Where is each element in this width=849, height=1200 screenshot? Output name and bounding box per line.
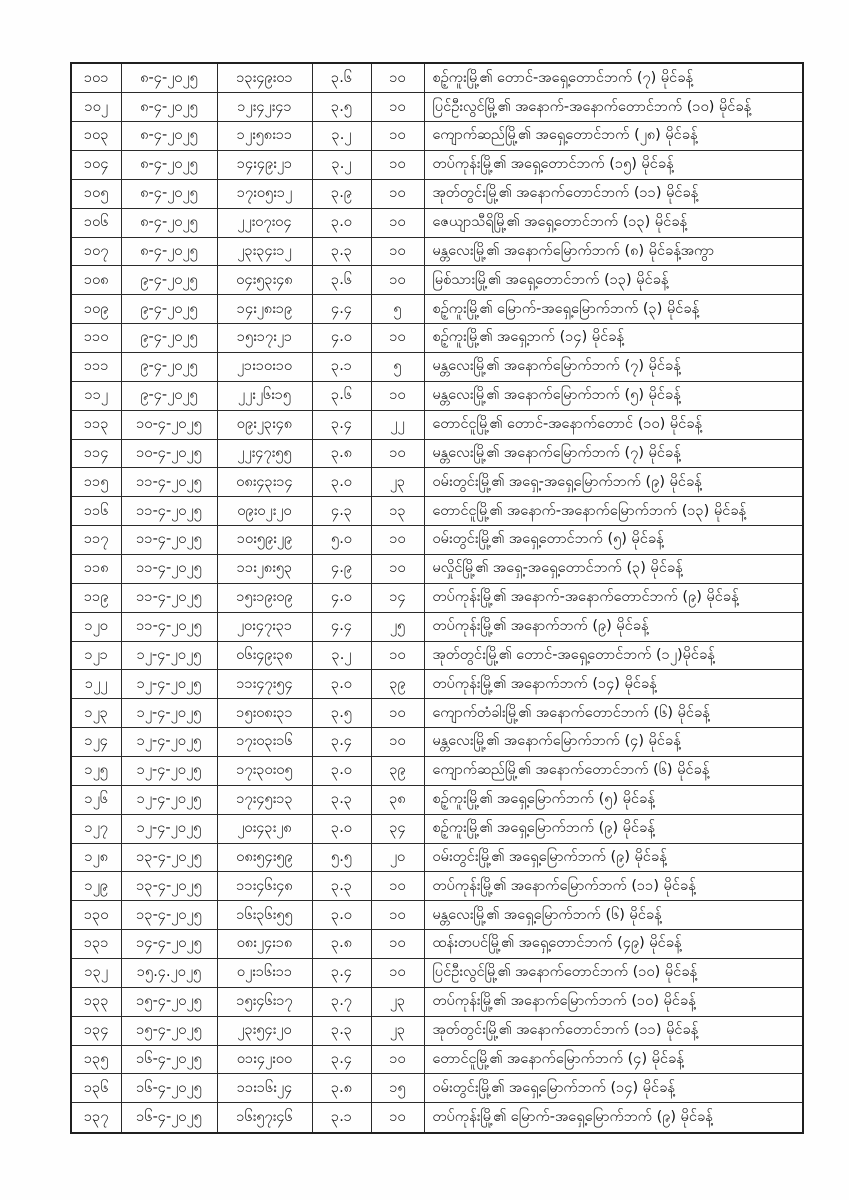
- cell-time: ၁၇း၄၅း၁၃: [217, 785, 312, 814]
- table-row: [71, 1103, 803, 1133]
- cell-magnitude: ၃.၄: [312, 728, 371, 757]
- cell-depth: ၁၀: [371, 699, 424, 728]
- table-row: [71, 410, 803, 439]
- cell-no: ၁၂၈: [71, 843, 121, 872]
- cell-location: မန္တလေးမြို့၏ အနောက်မြောက်ဘက် (၇) မိုင်ခန့်: [424, 352, 803, 381]
- cell-depth: ၁၀: [371, 324, 424, 353]
- cell-depth: ၁၄: [371, 583, 424, 612]
- cell-date: ၈-၄-၂၀၂၅: [121, 237, 217, 266]
- cell-location: တပ်ကုန်းမြို့၏ အရှေ့တောင်ဘက် (၁၅) မိုင်ခန့်: [424, 150, 803, 179]
- cell-magnitude: ၄.၄: [312, 612, 371, 641]
- cell-depth: ၂၀: [371, 843, 424, 872]
- cell-depth: ၁၀: [371, 63, 424, 93]
- cell-depth: ၅: [371, 352, 424, 381]
- table-row: [71, 266, 803, 295]
- cell-magnitude: ၃.၆: [312, 63, 371, 93]
- cell-magnitude: ၃.၄: [312, 410, 371, 439]
- cell-magnitude: ၃.၃: [312, 785, 371, 814]
- cell-location: မန္တလေးမြို့၏ အရှေ့မြောက်ဘက် (၆) မိုင်ခန့်: [424, 901, 803, 930]
- table-row: [71, 1016, 803, 1045]
- cell-date: ၁၁-၄-၂၀၂၅: [121, 555, 217, 584]
- cell-depth: ၁၀: [371, 1103, 424, 1133]
- cell-magnitude: ၃.၀: [312, 814, 371, 843]
- cell-time: ၁၁း၁၆း၂၄: [217, 1074, 312, 1103]
- cell-magnitude: ၃.၈: [312, 930, 371, 959]
- cell-no: ၁၀၇: [71, 237, 121, 266]
- cell-location: အုတ်တွင်းမြို့၏ တောင်-အရှေ့တောင်ဘက် (၁၂)မိုင်ခန့်: [424, 641, 803, 670]
- cell-time: ၁၇း၀၅း၁၂: [217, 179, 312, 208]
- cell-location: ဝမ်းတွင်းမြို့၏ အရှေ့မြောက်ဘက် (၁၄) မိုင်ခန့်: [424, 1074, 803, 1103]
- cell-no: ၁၀၅: [71, 179, 121, 208]
- cell-time: ၂၁း၁၀း၁၀: [217, 352, 312, 381]
- cell-time: ၀၉း၂၃း၄၈: [217, 410, 312, 439]
- cell-time: ၀၈း၂၄း၁၈: [217, 930, 312, 959]
- cell-depth: ၁၀: [371, 237, 424, 266]
- cell-location: တပ်ကုန်းမြို့၏ မြောက်-အရှေ့မြောက်ဘက် (၉) မိုင်ခန့်: [424, 1103, 803, 1133]
- cell-time: ၁၇း၃၀း၀၅: [217, 757, 312, 786]
- table-row: [71, 324, 803, 353]
- cell-magnitude: ၄.၀: [312, 583, 371, 612]
- cell-date: ၁၆-၄-၂၀၂၅: [121, 1074, 217, 1103]
- cell-date: ၁၅-၄-၂၀၂၅: [121, 1016, 217, 1045]
- cell-magnitude: ၃.၆: [312, 381, 371, 410]
- cell-no: ၁၁၁: [71, 352, 121, 381]
- cell-magnitude: ၃.၉: [312, 179, 371, 208]
- cell-location: စဉ့်ကူးမြို့၏ မြောက်-အရှေ့မြောက်ဘက် (၃) မိုင်ခန့်: [424, 295, 803, 324]
- cell-time: ၁၅း၁၇း၂၁: [217, 324, 312, 353]
- cell-depth: ၁၀: [371, 439, 424, 468]
- cell-date: ၉-၄-၂၀၂၅: [121, 381, 217, 410]
- cell-location: မန္တလေးမြို့၏ အနောက်မြောက်ဘက် (၇) မိုင်ခန့်: [424, 439, 803, 468]
- cell-magnitude: ၄.၉: [312, 555, 371, 584]
- table-row: [71, 352, 803, 381]
- table-row: [71, 785, 803, 814]
- cell-depth: ၁၀: [371, 901, 424, 930]
- cell-date: ၁၂-၄-၂၀၂၅: [121, 814, 217, 843]
- cell-depth: ၂၅: [371, 612, 424, 641]
- table-row: [71, 699, 803, 728]
- table-row: [71, 150, 803, 179]
- cell-time: ၁၀း၅၉း၂၉: [217, 526, 312, 555]
- cell-time: ၀၈း၅၄း၅၉: [217, 843, 312, 872]
- cell-location: အုတ်တွင်းမြို့၏ အနောက်တောင်ဘက် (၁၁) မိုင်ခန့်: [424, 179, 803, 208]
- cell-magnitude: ၄.၀: [312, 324, 371, 353]
- cell-location: အုတ်တွင်းမြို့၏ အနောက်တောင်ဘက် (၁၁) မိုင်ခန့်: [424, 1016, 803, 1045]
- cell-time: ၀၄း၅၃း၄၈: [217, 266, 312, 295]
- cell-time: ၁၅း၄၆း၁၇: [217, 987, 312, 1016]
- table-row: [71, 295, 803, 324]
- cell-time: ၂၂း၄၇း၅၅: [217, 439, 312, 468]
- cell-time: ၀၆း၄၉း၃၈: [217, 641, 312, 670]
- cell-date: ၁၂-၄-၂၀၂၅: [121, 728, 217, 757]
- cell-date: ၈-၄-၂၀၂၅: [121, 93, 217, 122]
- cell-location: တပ်ကုန်းမြို့၏ အနောက်မြောက်ဘက် (၁၀) မိုင်ခန့်: [424, 987, 803, 1016]
- cell-location: တပ်ကုန်းမြို့၏ အနောက်ဘက် (၁၄) မိုင်ခန့်: [424, 670, 803, 699]
- cell-no: ၁၃၃: [71, 987, 121, 1016]
- cell-magnitude: ၃.၃: [312, 237, 371, 266]
- cell-time: ၁၇း၀၃း၁၆: [217, 728, 312, 757]
- cell-no: ၁၂၆: [71, 785, 121, 814]
- cell-date: ၁၅-၄-၂၀၂၅: [121, 987, 217, 1016]
- cell-depth: ၁၀: [371, 930, 424, 959]
- cell-magnitude: ၅.၀: [312, 526, 371, 555]
- cell-location: တောင်ငူမြို့၏ အနောက်-အနောက်မြောက်ဘက် (၁၃) မိုင်ခန့်: [424, 497, 803, 526]
- cell-location: တောင်ငူမြို့၏ အနောက်မြောက်ဘက် (၄) မိုင်ခန့်: [424, 1045, 803, 1074]
- cell-location: စဉ့်ကူးမြို့၏ အရှေ့မြောက်ဘက် (၅) မိုင်ခန့်: [424, 785, 803, 814]
- cell-magnitude: ၃.၃: [312, 872, 371, 901]
- cell-no: ၁၁၄: [71, 439, 121, 468]
- cell-depth: ၁၀: [371, 1045, 424, 1074]
- earthquake-table-body: [71, 63, 803, 1133]
- cell-depth: ၁၀: [371, 208, 424, 237]
- cell-date: ၁၁-၄-၂၀၂၅: [121, 583, 217, 612]
- cell-location: ကျောက်ဆည်မြို့၏ အနောက်တောင်ဘက် (၆) မိုင်ခန့်: [424, 757, 803, 786]
- cell-date: ၈-၄-၂၀၂၅: [121, 208, 217, 237]
- table-row: [71, 670, 803, 699]
- cell-magnitude: ၃.၅: [312, 93, 371, 122]
- table-row: [71, 468, 803, 497]
- cell-magnitude: ၃.၈: [312, 1074, 371, 1103]
- cell-location: ဝမ်းတွင်းမြို့၏ အရှေ့မြောက်ဘက် (၉) မိုင်ခန့်: [424, 843, 803, 872]
- cell-location: ဝမ်းတွင်းမြို့၏ အရှေ့-အရှေ့မြောက်ဘက် (၉) မိုင်ခန့်: [424, 468, 803, 497]
- cell-location: တပ်ကုန်းမြို့၏ အနောက်ဘက် (၉) မိုင်ခန့်: [424, 612, 803, 641]
- cell-time: ၁၃း၄၉း၀၁: [217, 63, 312, 93]
- table-row: [71, 641, 803, 670]
- cell-no: ၁၁၆: [71, 497, 121, 526]
- cell-depth: ၁၀: [371, 872, 424, 901]
- cell-date: ၉-၄-၂၀၂၅: [121, 352, 217, 381]
- table-row: [71, 612, 803, 641]
- table-row: [71, 1074, 803, 1103]
- cell-time: ၀၉း၀၂း၂၀: [217, 497, 312, 526]
- cell-magnitude: ၃.၃: [312, 1016, 371, 1045]
- cell-depth: ၁၀: [371, 728, 424, 757]
- cell-date: ၁၆-၄-၂၀၂၅: [121, 1045, 217, 1074]
- cell-date: ၁၆-၄-၂၀၂၅: [121, 1103, 217, 1133]
- cell-depth: ၁၀: [371, 526, 424, 555]
- cell-location: ထန်းတပင်မြို့၏ အရှေ့တောင်ဘက် (၄၉) မိုင်ခန့်: [424, 930, 803, 959]
- cell-date: ၈-၄-၂၀၂၅: [121, 150, 217, 179]
- cell-time: ၁၁း၂၈း၅၃: [217, 555, 312, 584]
- cell-location: မန္တလေးမြို့၏ အနောက်မြောက်ဘက် (၈) မိုင်ခန့်အကွာ: [424, 237, 803, 266]
- cell-no: ၁၂၁: [71, 641, 121, 670]
- cell-no: ၁၃၄: [71, 1016, 121, 1045]
- cell-no: ၁၀၃: [71, 122, 121, 151]
- cell-no: ၁၂၃: [71, 699, 121, 728]
- table-row: [71, 872, 803, 901]
- cell-location: တပ်ကုန်းမြို့၏ အနောက်-အနောက်တောင်ဘက် (၉) မိုင်ခန့်: [424, 583, 803, 612]
- cell-time: ၁၅း၀၈း၃၁: [217, 699, 312, 728]
- cell-no: ၁၀၆: [71, 208, 121, 237]
- cell-location: မလှိုင်မြို့၏ အရှေ့-အရှေ့တောင်ဘက် (၃) မိုင်ခန့်: [424, 555, 803, 584]
- table-row: [71, 497, 803, 526]
- table-row: [71, 237, 803, 266]
- table-row: [71, 122, 803, 151]
- table-row: [71, 63, 803, 93]
- cell-time: ၂၂း၂၆း၁၅: [217, 381, 312, 410]
- cell-location: စဉ့်ကူးမြို့၏ တောင်-အရှေ့တောင်ဘက် (၇) မိုင်ခန့်: [424, 63, 803, 93]
- table-row: [71, 930, 803, 959]
- cell-date: ၁၀-၄-၂၀၂၅: [121, 439, 217, 468]
- cell-time: ၁၄း၄၉း၂၁: [217, 150, 312, 179]
- cell-depth: ၃၄: [371, 814, 424, 843]
- cell-magnitude: ၃.၀: [312, 901, 371, 930]
- cell-no: ၁၂၅: [71, 757, 121, 786]
- cell-date: ၁၂-၄-၂၀၂၅: [121, 641, 217, 670]
- cell-magnitude: ၃.၇: [312, 987, 371, 1016]
- cell-depth: ၁၀: [371, 381, 424, 410]
- cell-location: ဇေယျာသီရိမြို့၏ အရှေ့တောင်ဘက် (၁၃) မိုင်ခန့်: [424, 208, 803, 237]
- cell-magnitude: ၄.၄: [312, 295, 371, 324]
- cell-time: ၀၂း၁၆း၁၁: [217, 959, 312, 988]
- cell-time: ၂၃း၅၄း၂၀: [217, 1016, 312, 1045]
- cell-location: တပ်ကုန်းမြို့၏ အနောက်မြောက်ဘက် (၁၁) မိုင်ခန့်: [424, 872, 803, 901]
- cell-location: မန္တလေးမြို့၏ အနောက်မြောက်ဘက် (၅) မိုင်ခန့်: [424, 381, 803, 410]
- cell-no: ၁၂၄: [71, 728, 121, 757]
- table-row: [71, 526, 803, 555]
- cell-time: ၂၃း၃၄း၁၂: [217, 237, 312, 266]
- cell-no: ၁၀၄: [71, 150, 121, 179]
- cell-location: မန္တလေးမြို့၏ အနောက်မြောက်ဘက် (၄) မိုင်ခန့်: [424, 728, 803, 757]
- cell-depth: ၁၀: [371, 959, 424, 988]
- cell-location: ကျောက်တံခါးမြို့၏ အနောက်တောင်ဘက် (၆) မိုင်ခန့်: [424, 699, 803, 728]
- cell-magnitude: ၃.၈: [312, 439, 371, 468]
- cell-date: ၉-၄-၂၀၂၅: [121, 324, 217, 353]
- cell-depth: ၃၉: [371, 757, 424, 786]
- cell-depth: ၂၃: [371, 468, 424, 497]
- table-row: [71, 555, 803, 584]
- cell-date: ၁၁-၄-၂၀၂၅: [121, 526, 217, 555]
- cell-location: စဉ့်ကူးမြို့၏ အရှေ့ဘက် (၁၄) မိုင်ခန့်: [424, 324, 803, 353]
- cell-depth: ၁၀: [371, 150, 424, 179]
- cell-magnitude: ၃.၂: [312, 641, 371, 670]
- cell-depth: ၂၃: [371, 987, 424, 1016]
- cell-no: ၁၂၀: [71, 612, 121, 641]
- cell-no: ၁၃၁: [71, 930, 121, 959]
- cell-date: ၁၁-၄-၂၀၂၅: [121, 468, 217, 497]
- cell-time: ၁၆း၅၇း၄၆: [217, 1103, 312, 1133]
- cell-magnitude: ၃.၆: [312, 266, 371, 295]
- cell-no: ၁၀၁: [71, 63, 121, 93]
- cell-no: ၁၃၀: [71, 901, 121, 930]
- cell-date: ၈-၄-၂၀၂၅: [121, 179, 217, 208]
- cell-magnitude: ၃.၀: [312, 670, 371, 699]
- cell-date: ၈-၄-၂၀၂၅: [121, 122, 217, 151]
- cell-no: ၁၃၇: [71, 1103, 121, 1133]
- cell-date: ၁၂-၄-၂၀၂၅: [121, 670, 217, 699]
- cell-depth: ၅: [371, 295, 424, 324]
- cell-location: ကျောက်ဆည်မြို့၏ အရှေ့တောင်ဘက် (၂၈) မိုင်ခန့်: [424, 122, 803, 151]
- cell-no: ၁၁၉: [71, 583, 121, 612]
- cell-magnitude: ၃.၄: [312, 1045, 371, 1074]
- cell-date: ၁၂-၄-၂၀၂၅: [121, 785, 217, 814]
- cell-depth: ၃၉: [371, 670, 424, 699]
- cell-magnitude: ၃.၂: [312, 122, 371, 151]
- cell-magnitude: ၃.၁: [312, 352, 371, 381]
- table-row: [71, 843, 803, 872]
- cell-time: ၁၁း၄၆း၄၈: [217, 872, 312, 901]
- cell-no: ၁၂၇: [71, 814, 121, 843]
- cell-time: ၁၅း၁၉း၀၉: [217, 583, 312, 612]
- cell-depth: ၁၀: [371, 122, 424, 151]
- cell-date: ၁၂-၄-၂၀၂၅: [121, 757, 217, 786]
- table-row: [71, 93, 803, 122]
- cell-time: ၂၀း၄၃း၂၈: [217, 814, 312, 843]
- table-row: [71, 1045, 803, 1074]
- table-row: [71, 959, 803, 988]
- cell-magnitude: ၃.၅: [312, 699, 371, 728]
- table-row: [71, 179, 803, 208]
- cell-no: ၁၀၂: [71, 93, 121, 122]
- cell-no: ၁၀၈: [71, 266, 121, 295]
- cell-location: တောင်ငူမြို့၏ တောင်-အနောက်တောင် (၁၀) မိုင်ခန့်: [424, 410, 803, 439]
- cell-no: ၁၃၆: [71, 1074, 121, 1103]
- cell-depth: ၁၀: [371, 266, 424, 295]
- cell-date: ၁၀-၄-၂၀၂၅: [121, 410, 217, 439]
- cell-depth: ၂၂: [371, 410, 424, 439]
- cell-magnitude: ၃.၁: [312, 1103, 371, 1133]
- table-row: [71, 439, 803, 468]
- cell-depth: ၁၅: [371, 1074, 424, 1103]
- table-row: [71, 381, 803, 410]
- table-row: [71, 814, 803, 843]
- table-row: [71, 757, 803, 786]
- table-row: [71, 728, 803, 757]
- cell-no: ၁၀၉: [71, 295, 121, 324]
- cell-time: ၁၂း၅၈း၁၁: [217, 122, 312, 151]
- cell-depth: ၃၈: [371, 785, 424, 814]
- table-row: [71, 583, 803, 612]
- cell-date: ၁၁-၄-၂၀၂၅: [121, 612, 217, 641]
- cell-magnitude: ၃.၄: [312, 959, 371, 988]
- table-row: [71, 901, 803, 930]
- cell-no: ၁၁၈: [71, 555, 121, 584]
- cell-date: ၈-၄-၂၀၂၅: [121, 63, 217, 93]
- cell-date: ၁၃-၄-၂၀၂၅: [121, 872, 217, 901]
- cell-depth: ၂၃: [371, 1016, 424, 1045]
- cell-no: ၁၂၂: [71, 670, 121, 699]
- cell-date: ၁၃-၄-၂၀၂၅: [121, 843, 217, 872]
- cell-time: ၁၂း၄၂း၄၁: [217, 93, 312, 122]
- cell-no: ၁၂၉: [71, 872, 121, 901]
- cell-no: ၁၁၇: [71, 526, 121, 555]
- cell-date: ၁၂-၄-၂၀၂၅: [121, 699, 217, 728]
- cell-location: ဝမ်းတွင်းမြို့၏ အရှေ့တောင်ဘက် (၅) မိုင်ခန့်: [424, 526, 803, 555]
- cell-no: ၁၁၀: [71, 324, 121, 353]
- cell-time: ၀၈း၄၃း၁၄: [217, 468, 312, 497]
- cell-magnitude: ၃.၀: [312, 757, 371, 786]
- cell-date: ၁၁-၄-၂၀၂၅: [121, 497, 217, 526]
- cell-time: ၁၆း၃၆း၅၅: [217, 901, 312, 930]
- cell-date: ၉-၄-၂၀၂၅: [121, 266, 217, 295]
- cell-magnitude: ၄.၃: [312, 497, 371, 526]
- cell-date: ၉-၄-၂၀၂၅: [121, 295, 217, 324]
- table-row: [71, 208, 803, 237]
- cell-date: ၁၄-၄-၂၀၂၅: [121, 930, 217, 959]
- cell-no: ၁၁၅: [71, 468, 121, 497]
- cell-no: ၁၁၂: [71, 381, 121, 410]
- cell-magnitude: ၅.၅: [312, 843, 371, 872]
- cell-no: ၁၃၂: [71, 959, 121, 988]
- cell-location: မြစ်သားမြို့၏ အရှေ့တောင်ဘက် (၁၃) မိုင်ခန့်: [424, 266, 803, 295]
- cell-no: ၁၃၅: [71, 1045, 121, 1074]
- cell-time: ၁၄း၂၈း၁၉: [217, 295, 312, 324]
- table-row: [71, 987, 803, 1016]
- cell-time: ၂၂း၀၇း၀၄: [217, 208, 312, 237]
- cell-depth: ၁၃: [371, 497, 424, 526]
- cell-magnitude: ၃.၀: [312, 208, 371, 237]
- cell-time: ၀၁း၄၂း၀၀: [217, 1045, 312, 1074]
- cell-depth: ၁၀: [371, 93, 424, 122]
- cell-no: ၁၁၃: [71, 410, 121, 439]
- cell-depth: ၁၀: [371, 555, 424, 584]
- earthquake-table: [70, 62, 804, 1134]
- cell-magnitude: ၃.၀: [312, 468, 371, 497]
- cell-date: ၁၅.၄.၂၀၂၅: [121, 959, 217, 988]
- cell-time: ၁၁း၄၇း၅၄: [217, 670, 312, 699]
- cell-location: ပြင်ဦးလွင်မြို့၏ အနောက်-အနောက်တောင်ဘက် (၁၀) မိုင်ခန့်: [424, 93, 803, 122]
- cell-location: စဉ့်ကူးမြို့၏ အရှေ့မြောက်ဘက် (၉) မိုင်ခန့်: [424, 814, 803, 843]
- cell-depth: ၁၀: [371, 179, 424, 208]
- cell-location: ပြင်ဦးလွင်မြို့၏ အနောက်တောင်ဘက် (၁၀) မိုင်ခန့်: [424, 959, 803, 988]
- cell-magnitude: ၃.၂: [312, 150, 371, 179]
- cell-depth: ၁၀: [371, 641, 424, 670]
- cell-time: ၂၀း၄၇း၃၁: [217, 612, 312, 641]
- cell-date: ၁၃-၄-၂၀၂၅: [121, 901, 217, 930]
